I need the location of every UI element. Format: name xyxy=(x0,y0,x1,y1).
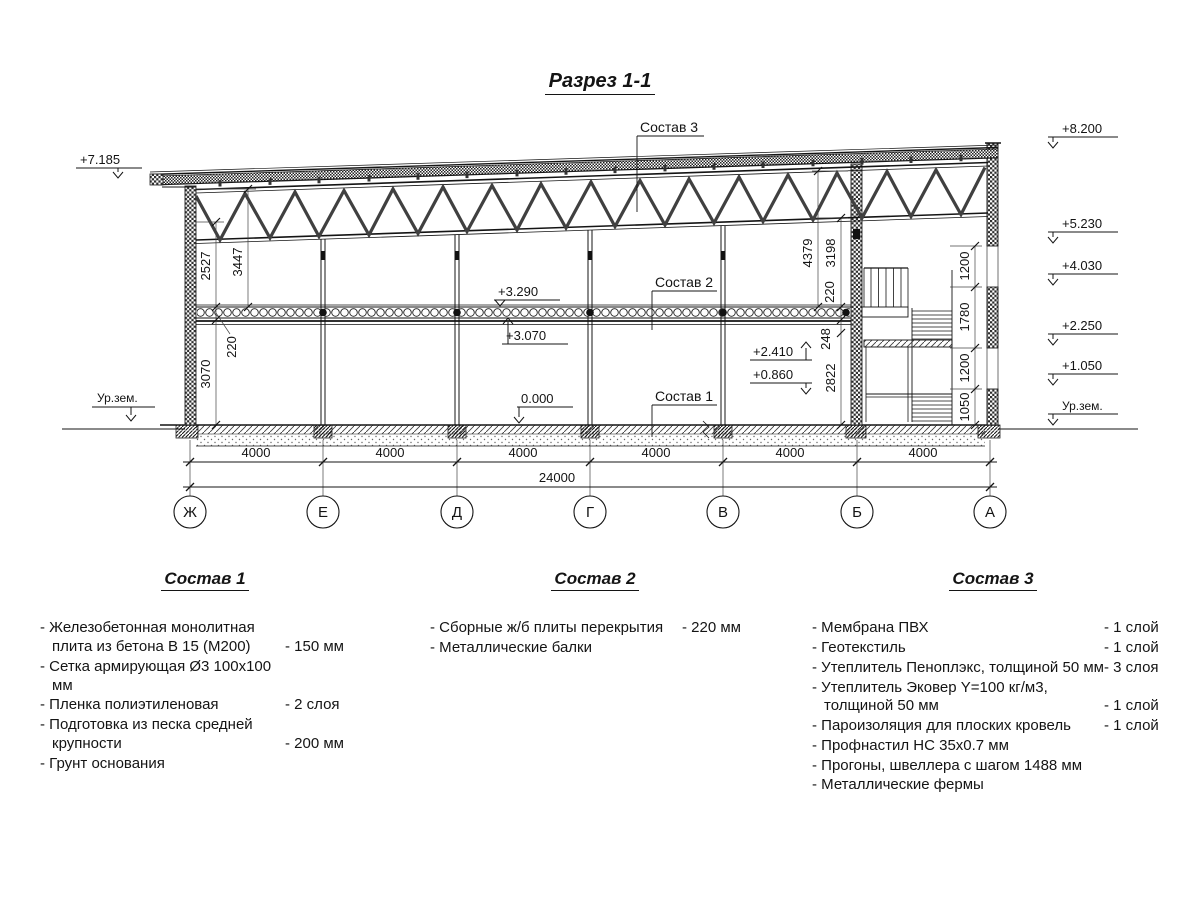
elevation-right-4030 xyxy=(1048,258,1118,285)
elevation-slab-bottom-label: +3.070 xyxy=(506,328,547,343)
legend-item-name: - Утеплитель Пеноплэкс, толщиной 50 мм xyxy=(812,658,1104,676)
legend-item xyxy=(40,716,370,754)
drawing-title-text: Разрез 1-1 xyxy=(545,70,656,95)
axis-label-g: Г xyxy=(585,504,595,521)
legend-item xyxy=(812,679,1174,717)
legend-item-name: - Металлические балки xyxy=(430,639,592,656)
elevation-slab-top-label: +3.290 xyxy=(498,284,539,299)
legend-item xyxy=(812,717,1174,736)
axis-label-zh: Ж xyxy=(183,504,197,521)
legend-item-name: - Утеплитель Эковер Y=100 кг/м3, толщиной 50 мм xyxy=(812,678,1048,715)
dim-span-4: 4000 xyxy=(641,445,671,460)
legend-item-name: - Геотекстиль xyxy=(812,639,906,656)
legend-item xyxy=(430,619,760,638)
dim-span-3: 4000 xyxy=(508,445,538,460)
dim-2527: 2527 xyxy=(198,251,213,281)
axis-label-b: Б xyxy=(852,504,862,521)
dim-4379: 4379 xyxy=(800,238,815,268)
legend-item xyxy=(40,755,370,774)
legend-1-title: Состав 1 xyxy=(161,569,248,591)
legend-item-value: - 220 мм xyxy=(682,619,741,637)
legend-item-name: - Железобетонная монолитная плита из бетона В 15 (М200) xyxy=(40,619,255,655)
elevation-right-8200-label: +8.200 xyxy=(1062,121,1103,136)
legend-2-title: Состав 2 xyxy=(551,569,638,591)
elevation-stair-lower-label: +0.860 xyxy=(753,367,794,382)
legend-item-name: - Металлические фермы xyxy=(812,776,984,794)
legend-item-value: - 1 слой xyxy=(1104,717,1159,734)
dim-248: 248 xyxy=(818,328,833,350)
legend-item-name: - Прогоны, швеллера с шагом 1488 мм xyxy=(812,756,1083,774)
elevation-right-2250-label: +2.250 xyxy=(1062,318,1103,333)
legend-item xyxy=(812,737,1174,756)
leader-sostav3-label: Состав 3 xyxy=(640,119,699,135)
dim-2822: 2822 xyxy=(823,363,838,393)
legend-item-value: - 1 слой xyxy=(1104,619,1159,637)
left-wall xyxy=(185,186,196,425)
elevation-right-ground xyxy=(1048,399,1118,425)
legend-item xyxy=(40,619,370,657)
legend-3-heading xyxy=(812,568,1174,589)
horizontal-dimensions xyxy=(183,440,997,496)
legend-item-name: - Пленка полиэтиленовая xyxy=(40,696,219,714)
legend-item-value: - 3 слоя xyxy=(1104,658,1159,676)
legend-sostav-3 xyxy=(812,568,1174,796)
legend-item-value: - 200 мм xyxy=(285,734,344,752)
elevation-slab-top xyxy=(494,284,560,306)
elevation-floor-label: 0.000 xyxy=(521,391,554,406)
dim-span-5: 4000 xyxy=(775,445,805,460)
elevation-right-8200 xyxy=(1048,121,1118,148)
dim-span-6: 4000 xyxy=(908,445,938,460)
drawing-title xyxy=(440,70,760,93)
legend-item-name: - Грунт основания xyxy=(40,754,165,772)
legend-3-title: Состав 3 xyxy=(949,569,1036,591)
dim-stair-1200a: 1200 xyxy=(957,251,972,281)
axis-label-e: Е xyxy=(317,504,329,521)
floor-slab-on-ground xyxy=(160,421,998,446)
elevation-left-top xyxy=(76,152,142,178)
legend-item-value: - 1 слой xyxy=(1104,639,1159,656)
dim-stair-1200b: 1200 xyxy=(957,353,972,383)
elevation-left-ground-label: Ур.зем. xyxy=(97,391,138,405)
dim-stair-1780: 1780 xyxy=(957,302,972,332)
leader-sostav1-label: Состав 1 xyxy=(655,388,714,404)
legend-item-value: - 2 слоя xyxy=(285,696,340,714)
axis-label-a: А xyxy=(984,504,996,521)
axis-label-v: В xyxy=(717,504,729,521)
dim-220-left: 220 xyxy=(224,336,239,358)
legend-item xyxy=(430,639,760,658)
elevation-right-1050 xyxy=(1048,358,1118,385)
elevation-right-5230 xyxy=(1048,216,1118,243)
dim-3447: 3447 xyxy=(230,247,245,277)
right-wall xyxy=(985,143,1001,425)
legend-item xyxy=(812,639,1174,658)
dim-span-1: 4000 xyxy=(241,445,271,460)
dim-220-right: 220 xyxy=(822,281,837,303)
dim-3198: 3198 xyxy=(823,238,838,268)
legend-item xyxy=(812,659,1174,678)
axis-label-d: Д xyxy=(451,504,463,521)
elevation-right-1050-label: +1.050 xyxy=(1062,358,1103,373)
legend-item-name: - Подготовка из песка средней крупности xyxy=(40,716,253,752)
staircase xyxy=(862,268,952,425)
elevation-stair-lower xyxy=(750,367,812,394)
legend-item-name: - Сетка армирующая Ø3 100х100 мм xyxy=(40,657,272,694)
elevation-right-2250 xyxy=(1048,318,1118,345)
legend-item-name: - Сборные ж/б плиты перекрытия xyxy=(430,619,664,637)
legend-item xyxy=(40,696,370,715)
elevation-right-ground-label: Ур.зем. xyxy=(1062,399,1103,413)
dim-total: 24000 xyxy=(538,470,576,485)
elevation-left-top-label: +7.185 xyxy=(80,152,121,167)
axis-grid xyxy=(174,496,1006,528)
elevation-floor xyxy=(514,391,573,423)
elevation-right-4030-label: +4.030 xyxy=(1062,258,1103,273)
legend-item xyxy=(812,619,1174,638)
dim-stair-1050: 1050 xyxy=(957,392,972,422)
leader-sostav2-label: Состав 2 xyxy=(655,274,714,290)
legend-item-value: - 1 слой xyxy=(1104,697,1159,715)
legend-item-value: - 150 мм xyxy=(285,638,344,655)
legend-item xyxy=(812,757,1174,776)
elevation-stair-upper xyxy=(750,342,812,360)
dim-span-2: 4000 xyxy=(375,445,405,460)
elevation-stair-upper-label: +2.410 xyxy=(753,344,794,359)
legend-2-heading xyxy=(430,568,760,589)
legend-item xyxy=(40,658,370,696)
legend-1-heading xyxy=(40,568,370,589)
elevation-left-ground xyxy=(92,391,155,421)
legend-item xyxy=(812,776,1174,795)
legend-sostav-1 xyxy=(40,568,370,774)
span-dimension-labels xyxy=(242,445,938,485)
floor-slab xyxy=(196,305,851,325)
dim-3070: 3070 xyxy=(198,359,213,389)
legend-item-name: - Пароизоляция для плоских кровель xyxy=(812,717,1071,734)
legend-sostav-2 xyxy=(430,568,760,659)
elevation-right-5230-label: +5.230 xyxy=(1062,216,1103,231)
legend-item-name: - Профнастил НС 35х0.7 мм xyxy=(812,736,1009,754)
legend-item-name: - Мембрана ПВХ xyxy=(812,619,929,637)
